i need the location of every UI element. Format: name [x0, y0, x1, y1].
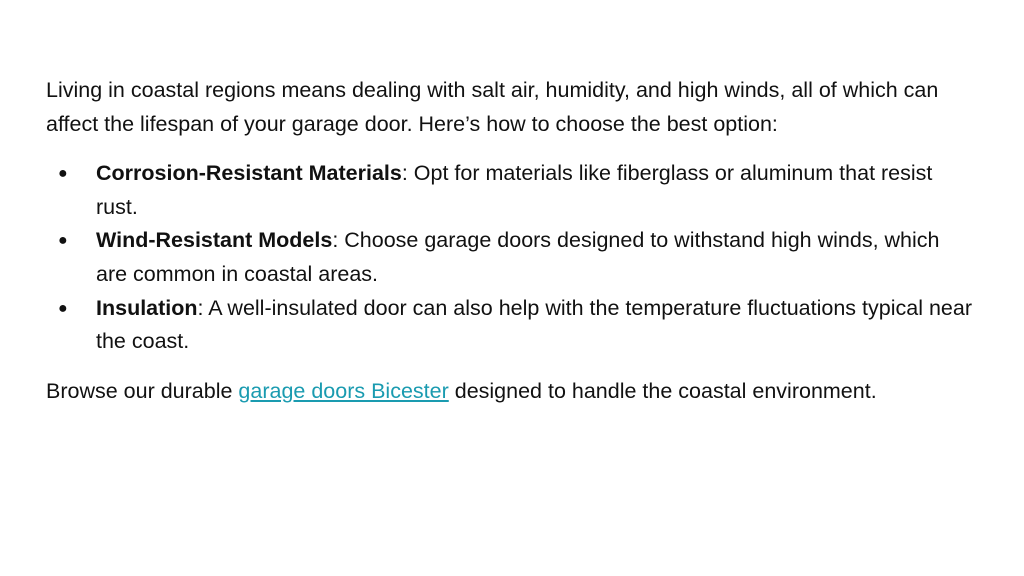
- tips-list: [46, 157, 976, 359]
- bullet-icon: ●: [58, 232, 68, 250]
- list-item-term: Wind-Resistant Models: [96, 228, 333, 253]
- list-item-term: Insulation: [96, 295, 198, 320]
- closing-paragraph: [46, 375, 976, 409]
- list-item-text: : Opt for materials like fiberglass or aluminum that resist rust.: [96, 161, 933, 219]
- closing-text-after: designed to handle the coastal environment.: [448, 378, 877, 403]
- list-item: [46, 157, 976, 224]
- document-body: [46, 74, 976, 408]
- garage-doors-bicester-link[interactable]: garage doors Bicester: [238, 378, 449, 403]
- list-item: [46, 292, 976, 359]
- list-item-text: : Choose garage doors designed to withstand high winds, which are common in coastal areas.: [96, 228, 940, 286]
- bullet-icon: ●: [58, 299, 68, 317]
- list-item: [46, 224, 976, 291]
- list-item-term: Corrosion-Resistant Materials: [96, 161, 402, 186]
- bullet-icon: ●: [58, 165, 68, 183]
- list-item-text: : A well-insulated door can also help with the temperature fluctuations typical near the coast.: [96, 295, 972, 354]
- intro-paragraph: Living in coastal regions means dealing with salt air, humidity, and high winds, all of which can affect the lifespan of your garage door. Here’s how to choose the best option:: [46, 78, 939, 136]
- closing-text-before: Browse our durable: [46, 378, 239, 403]
